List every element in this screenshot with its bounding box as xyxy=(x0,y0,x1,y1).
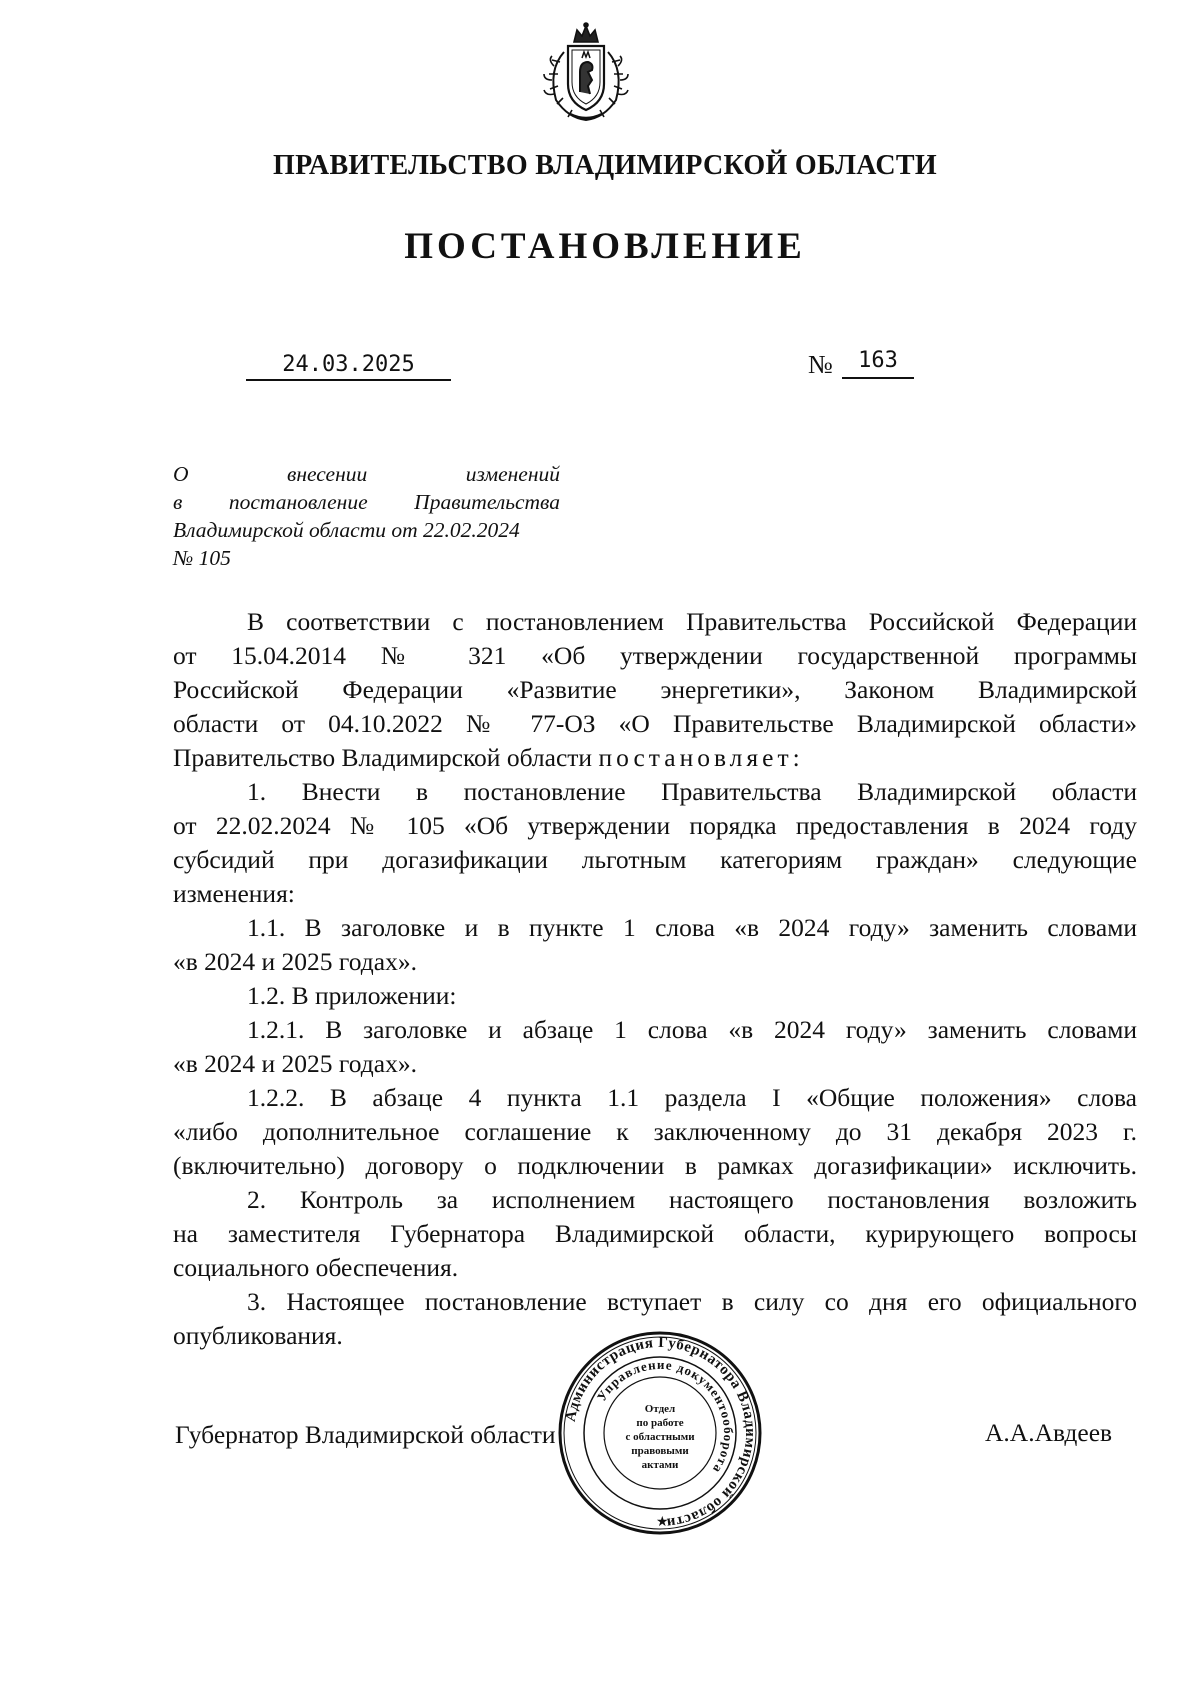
body-line: изменения: xyxy=(173,879,295,908)
number-label: № xyxy=(808,350,833,379)
stamp-center-line: Отдел xyxy=(644,1403,676,1415)
body-line: Правительство Владимирской области постановляет: xyxy=(173,743,804,772)
stamp-center-line: правовыми xyxy=(631,1445,689,1457)
body-line: 1.2.1. В заголовке и абзаце 1 слова «в 2024 году» заменить словами xyxy=(247,1015,1137,1044)
coat-of-arms-icon xyxy=(530,22,642,124)
body-line: 1.2. В приложении: xyxy=(247,981,457,1010)
official-stamp xyxy=(555,1328,765,1538)
body-line: социального обеспечения. xyxy=(173,1253,459,1282)
body-line: (включительно) договору о подключении в рамках догазификации» исключить. xyxy=(173,1151,1137,1180)
subject-line: Владимирской области от 22.02.2024 xyxy=(173,518,520,542)
stamp-outer-text: Администрация Губернатора Владимирской области xyxy=(562,1334,759,1531)
body-line: «в 2024 и 2025 годах». xyxy=(173,947,417,976)
body-line: опубликования. xyxy=(173,1321,343,1350)
body-line: «либо дополнительное соглашение к заключенному до 31 декабря 2023 г. xyxy=(173,1117,1137,1146)
body-line: Российской Федерации «Развитие энергетики», Законом Владимирской xyxy=(173,675,1137,704)
signer-name: А.А.Авдеев xyxy=(985,1418,1113,1447)
government-name: ПРАВИТЕЛЬСТВО ВЛАДИМИРСКОЙ ОБЛАСТИ xyxy=(273,150,937,181)
subject-line: № 105 xyxy=(173,546,231,570)
stamp-center-line: с областными xyxy=(625,1431,695,1443)
body-line: «в 2024 и 2025 годах». xyxy=(173,1049,417,1078)
stamp-center-line: по работе xyxy=(636,1417,684,1429)
body-line: 1. Внести в постановление Правительства Владимирской области xyxy=(247,777,1137,806)
body-line: 1.2.2. В абзаце 4 пункта 1.1 раздела I «Общие положения» слова xyxy=(247,1083,1137,1112)
document-body xyxy=(173,605,1137,1353)
document-date: 24.03.2025 xyxy=(246,352,451,381)
document-type-title: ПОСТАНОВЛЕНИЕ xyxy=(404,226,806,267)
signer-role: Губернатор Владимирской области xyxy=(175,1420,556,1449)
body-line: от 15.04.2014 № 321 «Об утверждении государственной программы xyxy=(173,641,1137,670)
body-line: 3. Настоящее постановление вступает в силу со дня его официального xyxy=(247,1287,1137,1316)
body-line: от 22.02.2024 № 105 «Об утверждении порядка предоставления в 2024 году xyxy=(173,811,1137,840)
body-line: 2. Контроль за исполнением настоящего постановления возложить xyxy=(247,1185,1137,1214)
resolves-word: постановляет: xyxy=(598,743,804,772)
subject-line: О внесении изменений xyxy=(173,462,561,486)
stamp-center-line: актами xyxy=(641,1459,679,1471)
document-subject xyxy=(173,460,560,572)
body-line: на заместителя Губернатора Владимирской области, курирующего вопросы xyxy=(173,1219,1137,1248)
subject-line: в постановление Правительства xyxy=(173,490,560,514)
body-line: области от 04.10.2022 № 77-ОЗ «О Правительстве Владимирской области» xyxy=(173,709,1137,738)
stamp-inner-text: Управление документооборота xyxy=(593,1356,737,1477)
body-line: В соответствии с постановлением Правительства Российской Федерации xyxy=(247,607,1137,636)
body-line: субсидий при догазификации льготным категориям граждан» следующие xyxy=(173,845,1137,874)
body-line: 1.1. В заголовке и в пункте 1 слова «в 2024 году» заменить словами xyxy=(247,913,1137,942)
star-icon: ★ xyxy=(656,1515,669,1530)
document-number: 163 xyxy=(842,348,914,379)
